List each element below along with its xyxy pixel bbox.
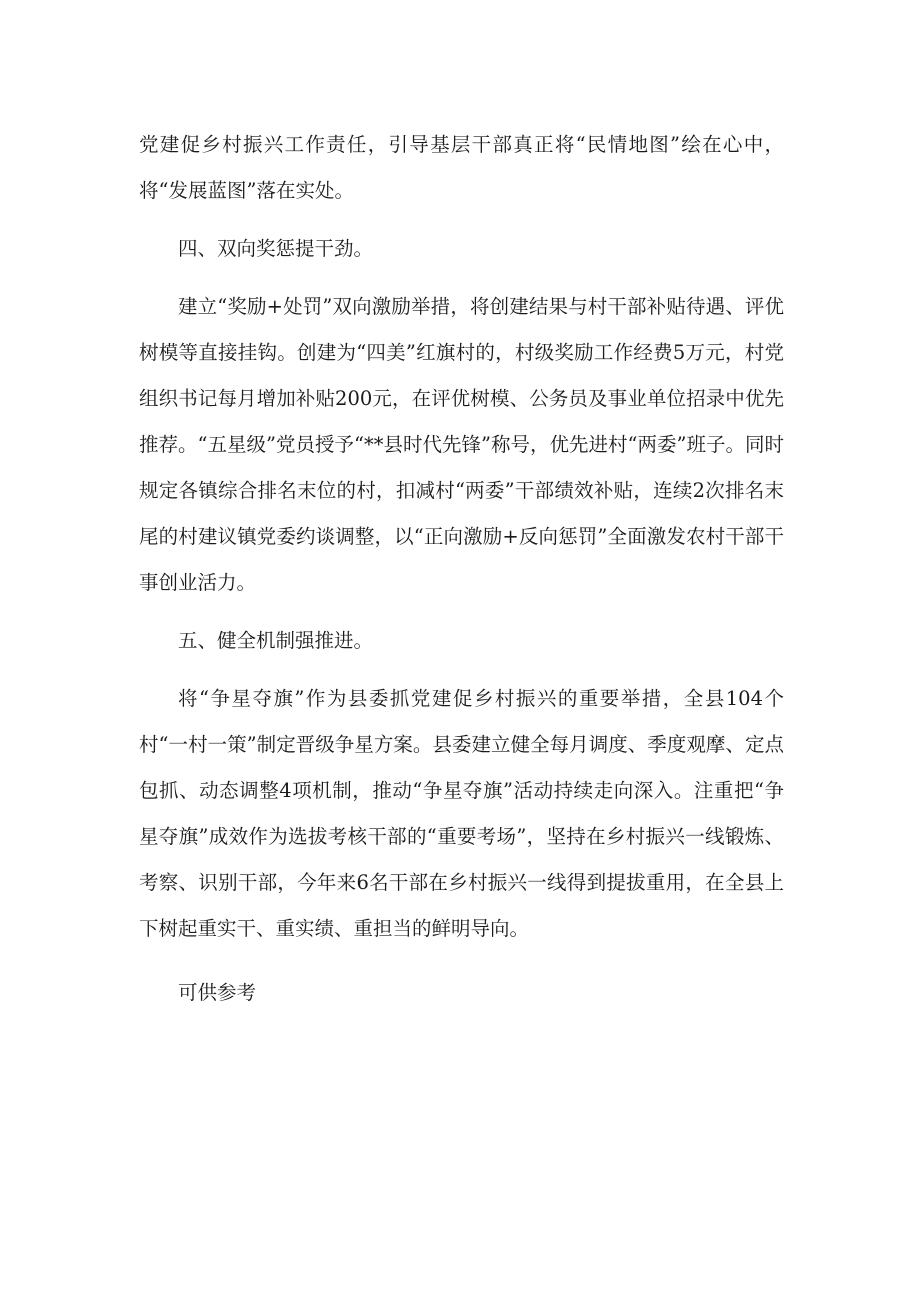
paragraph-mechanisms: 将“争星夺旗”作为县委抓党建促乡村振兴的重要举措，全县104个村“一村一策”制定晋级争星方案。县委建立健全每月调度、季度观摩、定点包抓、动态调整4项机制，推动“争星夺旗”活动持续走向深入。注重把“争星夺旗”成效作为选拔考核干部的“重要考场”，坚持在乡村振兴一线锻炼、考察、识别干部，今年来6名干部在乡村振兴一线得到提拔重用，在全县上下树起重实干、重实绩、重担当的鲜明导向。: [139, 687, 784, 940]
closing-note: 可供参考: [178, 981, 257, 1004]
paragraph-rewards-penalties: 建立“奖励+处罚”双向激励举措，将创建结果与村干部补贴待遇、评优树模等直接挂钩。创建为“四美”红旗村的，村级奖励工作经费5万元，村党组织书记每月增加补贴200元，在评优树模、公务员及事业单位招录中优先推荐。“五星级”党员授予“**县时代先锋”称号，优先进村“两委”班子。同时规定各镇综合排名末位的村，扣减村“两委”干部绩效补贴，连续2次排名末尾的村建议镇党委约谈调整，以“正向激励+反向惩罚”全面激发农村干部干事创业活力。: [139, 295, 784, 594]
paragraph-continuation: 党建促乡村振兴工作责任，引导基层干部真正将“民情地图”绘在心中，将“发展蓝图”落在实处。: [139, 133, 784, 202]
document-body: [139, 122, 784, 1036]
section-heading-4: 四、双向奖惩提干劲。: [178, 237, 374, 260]
section-heading-5: 五、健全机制强推进。: [178, 629, 374, 652]
